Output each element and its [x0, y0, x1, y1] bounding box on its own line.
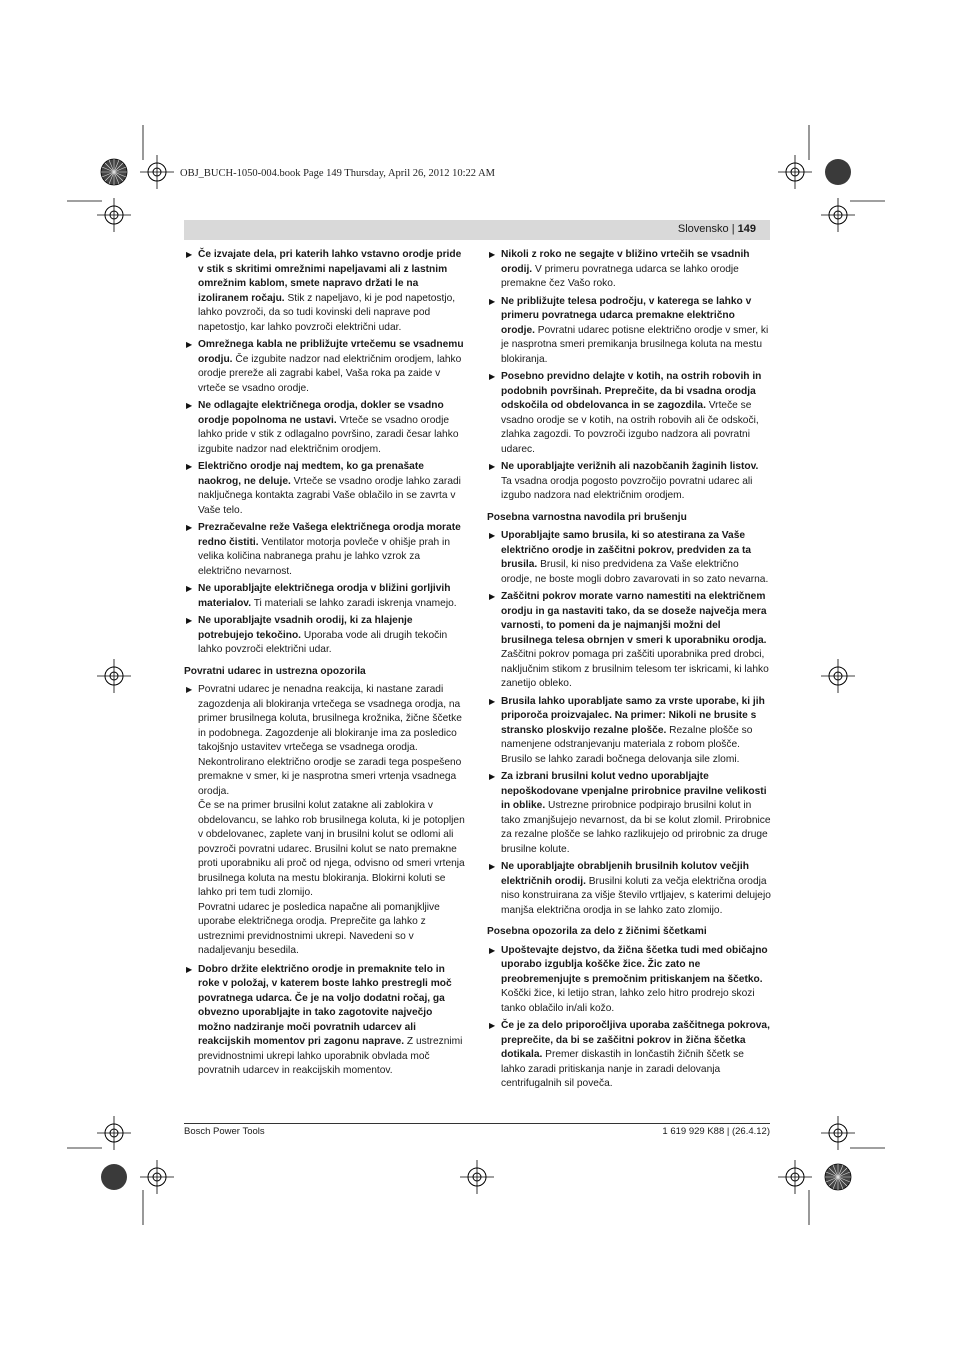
page-header — [184, 220, 770, 240]
instruction-bold: Ne odlagajte električnega orodja, dokler se vsadno orodje popolnoma ne ustavi. — [198, 400, 444, 426]
arrow-icon: ▶ — [489, 945, 496, 955]
left-column — [184, 248, 466, 1082]
header-language: Slovensko — [677, 223, 729, 235]
right-column — [487, 248, 771, 1095]
section-heading-wire-brushes: Posebna opozorila za delo z žičnimi ščetkami — [487, 926, 707, 937]
safety-instruction — [487, 590, 771, 692]
arrow-icon: ▶ — [186, 340, 193, 349]
safety-instruction — [487, 248, 771, 292]
arrow-icon: ▶ — [186, 401, 193, 410]
instruction-bold: Upoštevajte dejstvo, da žična ščetka tudi med običajno uporabo izgublja koščke žice. Žic zato ne preobremenjujte s premočnim pritiskanjem na ščetko. — [501, 944, 768, 985]
footer-brand: Bosch Power Tools — [184, 1126, 265, 1137]
instruction-text: Ustrezne prirobnice podpirajo brusilni kolut in tako zmanjšujejo nevarnost, da bi se kolut zlomil. Prirobnice za rezalne plošče se lahko razlikujejo od prirobnic za druge brusilne kolute. — [501, 800, 771, 855]
instruction-text: Koščki žice, ki letijo stran, lahko zelo hitro prodrejo skozi tanko oblačilo in/ali kožo. — [501, 988, 755, 1014]
instruction-text: Rezalne plošče so namenjene odstranjevanju materiala z robom plošče. Brusilo se lahko zaradi bočnega delovanja sile zlomi. — [501, 724, 753, 765]
safety-instruction — [487, 1019, 771, 1092]
safety-instruction — [184, 338, 466, 396]
instruction-text: Z ustreznimi previdnostnimi ukrepi lahko uporabnik obvlada moč povratnih udarcev in reakcijskih momentov. — [198, 1036, 463, 1076]
instruction-text: Zaščitni pokrov pomaga pri zaščiti uporabnika pred drobci, naključnim stikom z brusilnim telesom ter iskricami, ki lahko zanetijo obleko. — [501, 649, 769, 689]
arrow-icon: ▶ — [489, 250, 496, 259]
safety-instruction — [487, 370, 771, 457]
instruction-text: Ti materiali se lahko zaradi iskrenja vnamejo. — [251, 597, 457, 609]
kickback-paragraph: Če se na primer brusilni kolut zatakne ali zablokira v obdelovancu, se lahko rob brusilnega koluta, ki je potopljen v obdelovanec, zaplete vanj in brusilni kolut se odlomi ali povzroči povratni udarec. Brusilni kolut se nato premakne proti uporabniku ali proč od njega, odvisno od smeri vrtenja brusilnega koluta na mestu blokiranja. Blokirni koluti se lahko pri tem tudi zlomijo. — [198, 800, 465, 898]
safety-instruction — [487, 295, 771, 368]
instruction-text: Ta vsadna orodja pogosto povzročijo povratni udarec ali izgubo nadzora nad električnim orodjem. — [501, 475, 753, 501]
arrow-icon: ▶ — [186, 685, 193, 694]
instruction-bold: Ne uporabljajte obrabljenih brusilnih kolutov večjih električnih orodij. — [501, 861, 749, 887]
kickback-description — [184, 683, 466, 959]
instruction-bold: Nikoli z roko ne segajte v bližino vrtečih se vsadnih orodij. — [501, 249, 750, 275]
instruction-bold: Dobro držite električno orodje in premaknite telo in roke v položaj, v katerem boste lahko prestregli moč povratnega udarca. Če je na voljo dodatni ročaj, ga obvezno uporabljajte in tako zagotovite največjo možno nadziranje moči povratnih udarcev ali reakcijskih momentov pri zagonu naprave. — [198, 963, 452, 1047]
header-text: Slovensko | 149 — [677, 223, 756, 235]
arrow-icon: ▶ — [186, 523, 193, 532]
arrow-icon: ▶ — [186, 462, 193, 471]
instruction-text: V primeru povratnega udarca se lahko orodje premakne čez Vašo roko. — [501, 263, 739, 289]
arrow-icon: ▶ — [186, 964, 193, 974]
instruction-bold: Posebno previdno delajte v kotih, na ostrih robovih in podobnih površinah. Preprečite, da bi vsadna orodja odskočila od obdelovanca in se zagozdila. — [501, 371, 762, 411]
safety-instruction — [487, 860, 771, 918]
instruction-bold: Ne uporabljajte vsadnih orodij, ki za hlajenje potrebujejo tekočino. — [198, 615, 413, 641]
arrow-icon: ▶ — [186, 250, 193, 259]
safety-instruction — [184, 399, 466, 457]
safety-instruction — [184, 963, 466, 1079]
arrow-icon: ▶ — [489, 296, 496, 306]
kickback-paragraph: Povratni udarec je posledica napačne ali pomanjkljive uporabe električnega orodja. Preprečite ga lahko z ustreznimi previdnostnimi ukrepi. Navedeni so v nadaljevanju besedila. — [198, 901, 440, 956]
safety-instruction — [487, 460, 771, 504]
instruction-bold: Omrežnega kabla ne približujte vrtečemu se vsadnemu orodju. — [198, 339, 464, 365]
arrow-icon: ▶ — [489, 531, 496, 540]
instruction-text: Povratni udarec potisne električno orodje v smer, ki je nasprotna smeri premikanja brusilnega koluta na mestu blokiranja. — [501, 324, 769, 365]
instruction-text: Premer diskastih in lončastih žičnih ščetk se lahko zaradi pritiskanja nanje in zaradi delovanja centrifugalnih sil poveča. — [501, 1049, 744, 1089]
arrow-icon: ▶ — [489, 372, 496, 381]
safety-instruction — [184, 521, 466, 579]
instruction-text: Stik z napeljavo, ki je pod napetostjo, lahko povzroči, da so tudi kovinski deli naprave pod napetostjo, kar lahko povzroči električni udar. — [198, 292, 456, 333]
safety-instruction — [184, 582, 466, 611]
instruction-bold: Zaščitni pokrov morate varno namestiti na električnem orodju in ga nastaviti tako, da se doseže največja mera varnosti, to pomeni da je najmanjši možni del brusilnega telesa obrnjen v smeri k uporabniku orodja. — [501, 591, 767, 646]
safety-instruction — [184, 614, 466, 658]
instruction-bold: Uporabljajte samo brusila, ki so atestirana za Vaše električno orodje in zaščitni pokrov, predviden za ta brusila. — [501, 530, 752, 570]
section-heading-kickback: Povratni udarec in ustrezna opozorila — [184, 665, 366, 677]
instruction-bold: Brusila lahko uporabljate samo za vrste uporabe, ki jih priporoča proizvajalec. Na primer: Nikoli ne brusite s stransko ploskvijo rezalne plošče. — [501, 695, 765, 736]
section-heading-grinding: Posebna varnostna navodila pri brušenju — [487, 511, 687, 523]
safety-instruction — [487, 770, 771, 857]
instruction-bold: Ne uporabljajte verižnih ali nazobčanih žaginih listov. — [501, 461, 759, 472]
arrow-icon: ▶ — [489, 696, 496, 706]
footer-rule — [184, 1123, 770, 1124]
instruction-text: Brusilni koluti za večja električna orodja niso konstruirana za višje število vrtljajev, s katerimi delujejo manjša električna orodja in se lahko zato zlomijo. — [501, 875, 771, 916]
safety-instruction — [184, 460, 466, 518]
instruction-bold: Električno orodje naj medtem, ko ga prenašate naokrog, ne deluje. — [198, 461, 424, 487]
instruction-text: Vrteče se vsadno orodje lahko zaradi naključnega kontakta zagrabi Vaše oblačilo in se zavrta v Vaše telo. — [198, 475, 461, 516]
page-number: 149 — [737, 223, 756, 235]
instruction-bold: Ne približujte telesa področju, v katerega se lahko v primeru povratnega udarca premakne električno orodje. — [501, 295, 752, 336]
arrow-icon: ▶ — [489, 592, 496, 601]
kickback-paragraph: Povratni udarec je nenadna reakcija, ki nastane zaradi zagozdenja ali blokiranja vrtečega se vsadnega orodja, na primer brusilnega koluta, brusilnega krožnika, žične ščetke in podobnega. Zagozdenje ali blokiranje ima za posledico takojšnjo ustavitev vrtečega se vsadnega orodja. Nekontrolirano električno orodje se zaradi tega pospešeno premakne v smer, ki je nasprotna smeri vrtenja vsadnega orodja. — [198, 684, 462, 797]
arrow-icon: ▶ — [186, 584, 193, 593]
instruction-bold: Ne uporabljajte električnega orodja v bližini gorljivih materialov. — [198, 583, 451, 609]
book-file-info: OBJ_BUCH-1050-004.book Page 149 Thursday, April 26, 2012 10:22 AM — [180, 168, 495, 179]
instruction-text: Če izgubite nadzor nad električnim orodjem, lahko orodje prereže ali zagrabi kabel, Vaša roka pa zaide v vrteče se vsadno orodje. — [198, 353, 462, 394]
safety-instruction — [487, 695, 771, 768]
arrow-icon: ▶ — [186, 616, 193, 625]
arrow-icon: ▶ — [489, 1021, 496, 1030]
arrow-icon: ▶ — [489, 772, 496, 781]
safety-instruction — [487, 944, 771, 1017]
instruction-text: Vrteče se vsadno orodje se v kotih, na ostrih robovih ali če odskoči, zlahka zagozdi. To povzroči izgubo nadzora ali povratni udarec. — [501, 400, 759, 455]
instruction-text: Ventilator motorja povleče v ohišje prah in velika količina nabranega prahu je lahko vzrok za električno nevarnost. — [198, 536, 450, 577]
instruction-bold: Če izvajate dela, pri katerih lahko vstavno orodje pride v stik s skritimi omrežnimi napeljavami ali z lastnim omrežnim kablom, smete napravo držati le na izoliranem ročaju. — [198, 249, 462, 304]
arrow-icon: ▶ — [489, 462, 496, 471]
instruction-text: Uporaba vode ali drugih tekočin lahko povzroči električni udar. — [198, 629, 448, 655]
instruction-bold: Prezračevalne reže Vašega električnega orodja morate redno čistiti. — [198, 522, 461, 548]
safety-instruction — [184, 248, 466, 335]
instruction-text: Vrteče se vsadno orodje lahko pride v stik z odlagalno površino, zaradi česar lahko izgubite nadzor nad električnim orodjem. — [198, 414, 459, 455]
instruction-text: Brusil, ki niso predvidena za Vaše električno orodje, ne boste mogli dobro zavarovati in so zato nevarna. — [501, 559, 769, 585]
arrow-icon: ▶ — [489, 862, 496, 871]
footer-doc-number: 1 619 929 K88 | (26.4.12) — [662, 1126, 770, 1137]
safety-instruction — [487, 529, 771, 587]
instruction-bold: Za izbrani brusilni kolut vedno uporabljajte nepoškodovane vpenjalne prirobnice pravilne velikosti in oblike. — [501, 771, 767, 811]
instruction-bold: Če je za delo priporočljiva uporaba zaščitnega pokrova, preprečite, da bi se zaščitni pokrov in žična ščetka dotikala. — [501, 1020, 770, 1060]
